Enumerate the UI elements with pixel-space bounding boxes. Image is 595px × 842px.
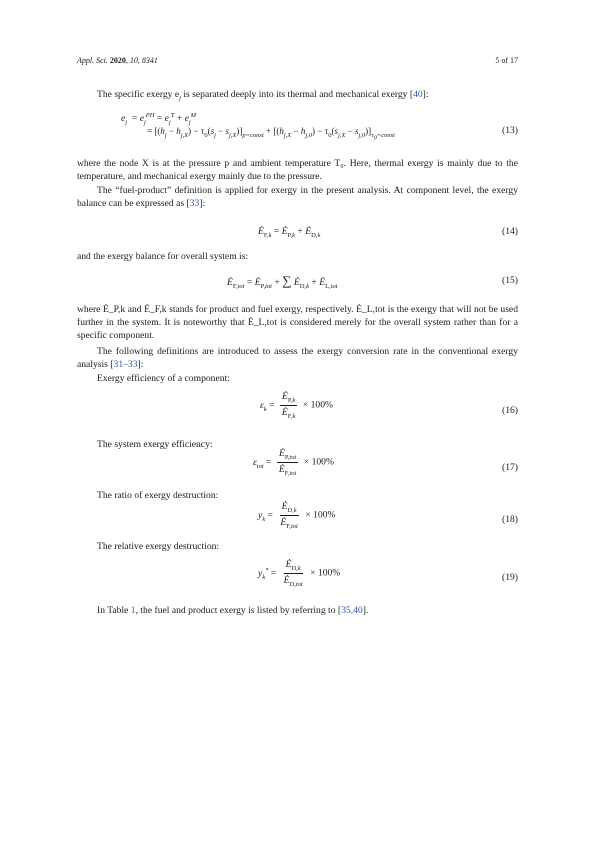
equation-16 bbox=[77, 391, 518, 431]
paragraph-system-efficiency: The system exergy efficiency: bbox=[97, 439, 213, 450]
citation-link[interactable]: 40 bbox=[413, 89, 423, 100]
paragraph-component-efficiency: Exergy efficiency of a component: bbox=[97, 373, 230, 384]
equation-18-body: $y_k$ = $\frac{Ė_{D,k}}{Ė_{F,tot}}$ × 100% bbox=[258, 501, 336, 530]
citation-link[interactable]: 35,40 bbox=[341, 605, 363, 616]
equation-number: (13) bbox=[502, 125, 518, 136]
paragraph-table-reference: In Table 1, the fuel and product exergy is listed by referring to [35,40]. bbox=[97, 605, 369, 616]
equation-16-body: $\varepsilon_k$ = $\frac{Ė_{P,k}}{Ė_{F,k}}$ × 100% bbox=[260, 391, 333, 420]
equation-13 bbox=[77, 112, 518, 148]
paragraph-fuel-product: The “fuel-product” definition is applied for exergy in the present analysis. At component level, the exergy balance can be expressed as [33]: bbox=[77, 185, 518, 210]
citation-link[interactable]: 33 bbox=[189, 198, 200, 210]
equation-15 bbox=[77, 273, 518, 289]
table-link[interactable]: 1 bbox=[130, 605, 136, 616]
equation-18 bbox=[77, 501, 518, 541]
paragraph-relative-destruction: The relative exergy destruction: bbox=[97, 541, 220, 552]
journal-volume: 10 bbox=[129, 56, 138, 65]
equation-number: (14) bbox=[502, 226, 518, 237]
paragraph-definitions: The following definitions are introduced to assess the exergy conversion rate in the conventional exergy analysis [31–33]: bbox=[77, 346, 518, 371]
citation-link[interactable]: 31–33 bbox=[113, 359, 138, 371]
paragraph-product-fuel: where Ė_P,k and Ė_F,k stands for product and fuel exergy, respectively. Ė_L,tot is the exergy that will not be used further in the system. It is noteworthy that Ė_L,tot is considered merely for the overall system rather than for a specific component. bbox=[77, 304, 518, 342]
running-header: Appl. Sci. 2020, 10, 8341 bbox=[77, 56, 158, 65]
equation-13-line1: $e_j = e_j^{PH} = e_j^T + e_j^M$ bbox=[121, 112, 197, 127]
equation-number: (19) bbox=[502, 572, 518, 583]
equation-14 bbox=[77, 226, 518, 240]
article-number: 8341 bbox=[141, 56, 158, 65]
equation-15-body: $Ė_{F,tot}$ = $Ė_{P,tot}$ + ∑ $Ė_{D,k}$ + $Ė_{L,tot}$ bbox=[227, 273, 338, 290]
equation-number: (17) bbox=[502, 462, 518, 473]
equation-14-body: $Ė_{F,k}$ = $Ė_{P,k}$ + $Ė_{D,k}$ bbox=[258, 226, 321, 239]
equation-number: (15) bbox=[502, 275, 518, 286]
equation-19 bbox=[77, 559, 518, 599]
journal-year: 2020 bbox=[109, 56, 126, 65]
paragraph-destruction-ratio: The ratio of exergy destruction: bbox=[97, 490, 219, 501]
page-number: 5 of 17 bbox=[495, 56, 518, 65]
paragraph-specific-exergy: The specific exergy $e_j$ is separated deeply into its thermal and mechanical exergy [40]: bbox=[97, 89, 429, 102]
equation-number: (16) bbox=[502, 405, 518, 416]
paragraph-node-x: where the node X is at the pressure p and ambient temperature T₀. Here, thermal exergy is mainly due to the temperature, and mechanical exergy mainly due to the pressure. bbox=[77, 158, 518, 183]
equation-17-body: $\varepsilon_{tot}$ = $\frac{Ė_{P,tot}}{Ė_{F,tot}}$ × 100% bbox=[253, 448, 334, 477]
equation-19-body: $y_k^*$ = $\frac{Ė_{D,k}}{Ė_{D,tot}}$ × 100% bbox=[258, 559, 341, 588]
equation-number: (18) bbox=[502, 514, 518, 525]
journal-name: Appl. Sci. bbox=[77, 56, 108, 65]
equation-13-line2: = $[(h_j - h_{j,X}) - \tau_0(s_j - s_{j,X})]_{p=const} + [(h_{j,X} - h_{j,0}) - \tau_0(s_{j,X} - s_{j,0})]_{\tau_0=const}$ bbox=[147, 126, 395, 142]
paragraph-overall-balance: and the exergy balance for overall system is: bbox=[77, 251, 249, 262]
equation-17 bbox=[77, 448, 518, 488]
